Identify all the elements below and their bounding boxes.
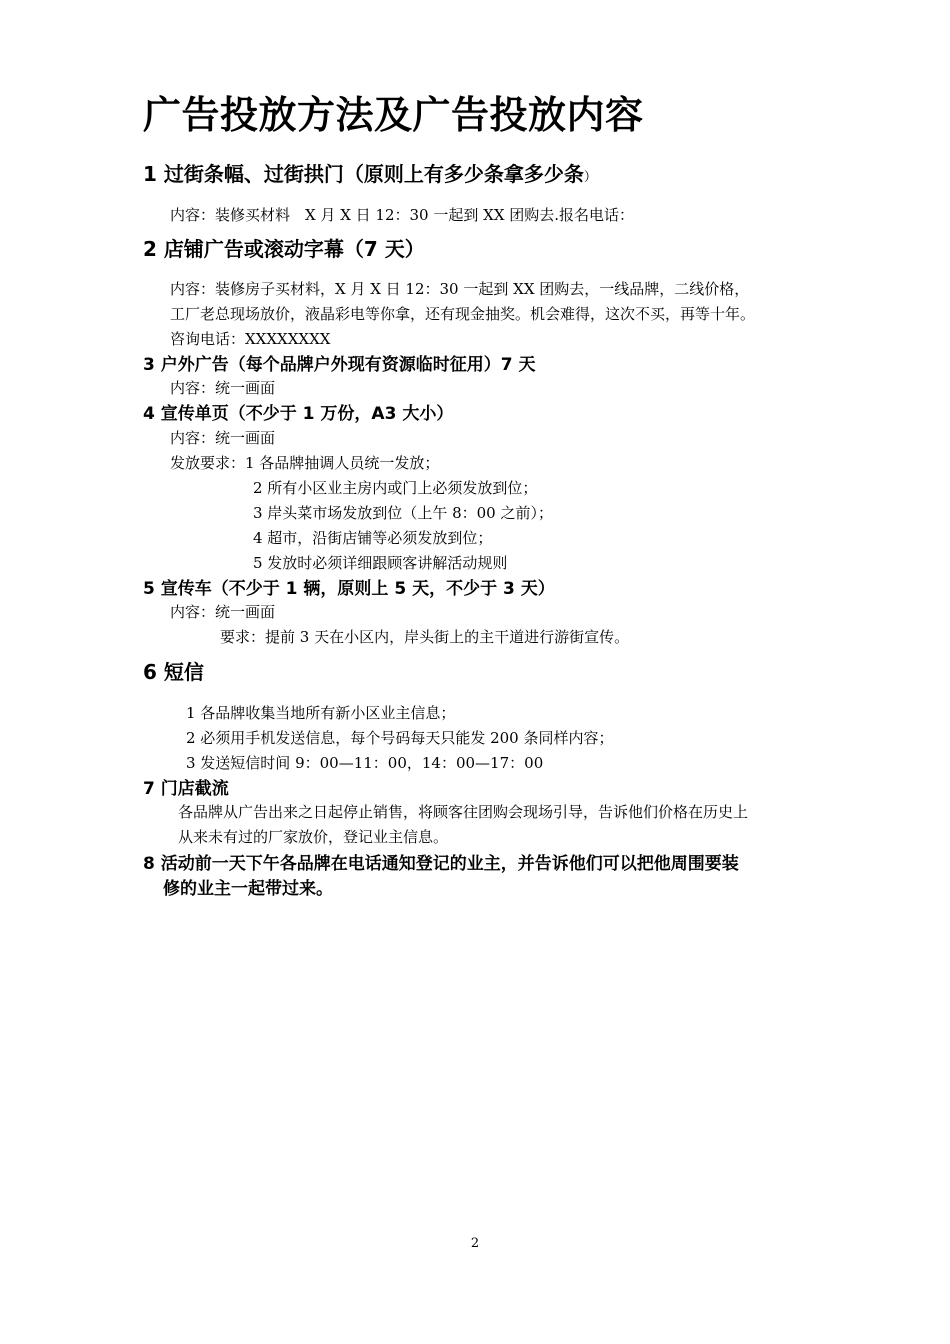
section-2-heading: 2 店铺广告或滚动字幕（7 天） xyxy=(143,237,425,261)
section-1-heading-text: 1 过街条幅、过街拱门（原则上有多少条拿多少条 xyxy=(143,162,584,186)
section-2-line-2: 工厂老总现场放价，液晶彩电等你拿，还有现金抽奖。机会难得，这次不买，再等十年。 xyxy=(170,305,756,323)
page-number: 2 xyxy=(470,1236,480,1251)
section-2-line-1: 内容：装修房子买材料，X 月 X 日 12：30 一起到 XX 团购去，一线品牌，二线价格， xyxy=(170,280,750,298)
section-6-line-2: 2 必须用手机发送信息，每个号码每天只能发 200 条同样内容； xyxy=(186,729,614,747)
section-4-line-3: 2 所有小区业主房内或门上必须发放到位； xyxy=(253,479,538,497)
section-1-heading xyxy=(143,158,597,187)
section-6-line-3: 3 发送短信时间 9：00—11：00，14：00—17：00 xyxy=(186,754,544,772)
section-1-line-1: 内容：装修买材料 X 月 X 日 12：30 一起到 XX 团购去.报名电话： xyxy=(170,206,635,224)
section-1-heading-tail: ） xyxy=(583,170,597,185)
section-3-line-1: 内容：统一画面 xyxy=(170,379,276,397)
section-8-heading-line-2: 修的业主一起带过来。 xyxy=(163,879,333,899)
section-7-line-2: 从来未有过的厂家放价，登记业主信息。 xyxy=(178,828,449,846)
section-2-line-3: 咨询电话：XXXXXXXX xyxy=(170,330,331,348)
section-6-line-1: 1 各品牌收集当地所有新小区业主信息； xyxy=(186,704,456,722)
section-5-heading: 5 宣传车（不少于 1 辆，原则上 5 天，不少于 3 天） xyxy=(143,579,555,599)
section-7-heading: 7 门店截流 xyxy=(143,779,229,799)
section-4-line-4: 3 岸头菜市场发放到位（上午 8：00 之前）； xyxy=(253,504,553,522)
section-3-heading: 3 户外广告（每个品牌户外现有资源临时征用）7 天 xyxy=(143,355,536,375)
section-5-line-1: 内容：统一画面 xyxy=(170,603,276,621)
section-6-heading: 6 短信 xyxy=(143,660,204,684)
section-5-line-2: 要求：提前 3 天在小区内，岸头街上的主干道进行游街宣传。 xyxy=(220,628,630,646)
section-4-line-2: 发放要求：1 各品牌抽调人员统一发放； xyxy=(170,454,440,472)
section-4-line-1: 内容：统一画面 xyxy=(170,429,276,447)
section-8-heading: 8 活动前一天下午各品牌在电话通知登记的业主，并告诉他们可以把他周围要装 xyxy=(143,854,739,874)
section-7-line-1: 各品牌从广告出来之日起停止销售，将顾客往团购会现场引导，告诉他们价格在历史上 xyxy=(178,803,749,821)
section-4-line-5: 4 超市，沿街店铺等必须发放到位； xyxy=(253,529,493,547)
section-4-line-6: 5 发放时必须详细跟顾客讲解活动规则 xyxy=(253,554,508,572)
section-4-heading: 4 宣传单页（不少于 1 万份，A3 大小） xyxy=(143,404,454,424)
document-title: 广告投放方法及广告投放内容 xyxy=(143,93,644,137)
